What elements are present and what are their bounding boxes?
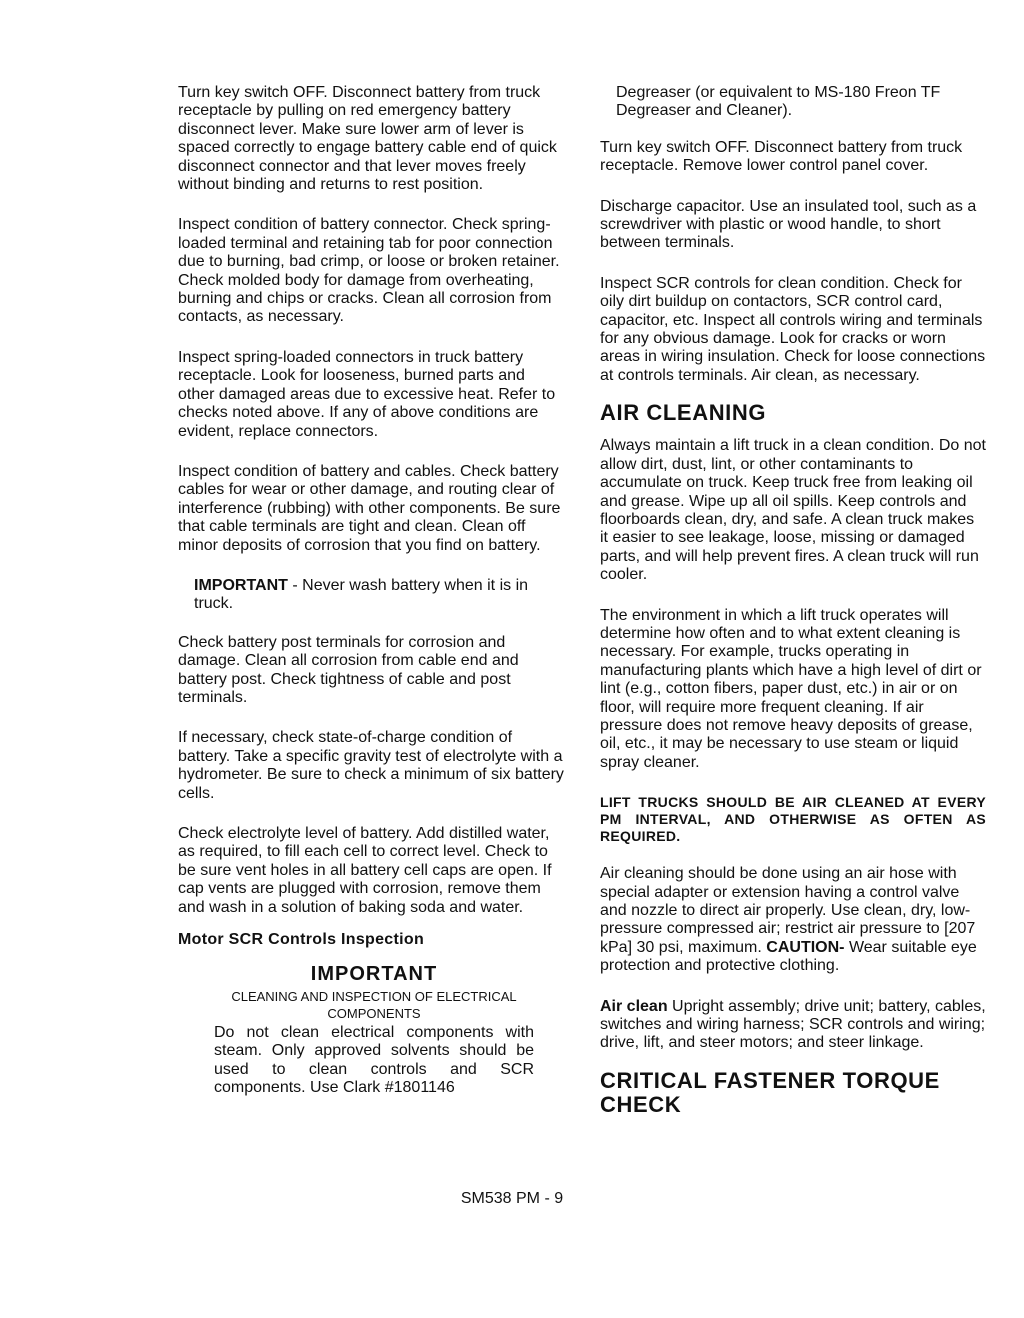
air-clean-text: Upright assembly; drive unit; battery, cables, switches and wiring harness; SCR controls and wiring; drive, lift, and steer motors; and steer linkage. [600, 997, 986, 1052]
important-text: - Never wash battery when it is in truck. [194, 576, 529, 613]
paragraph [600, 998, 986, 1053]
important-note [178, 577, 564, 614]
paragraph: Inspect condition of battery connector. Check spring-loaded terminal and retaining tab for poor connection due to burning, bad crimp, or loose or broken retainer. Check molded body for damage from overheating, burning and chips or cracks. Clean all corrosion from contacts, as necessary. [178, 216, 560, 326]
paragraph: Always maintain a lift truck in a clean condition. Do not allow dirt, dust, lint, or other contaminants to accumulate on truck. Keep truck free from leaking oil and grease. Wipe up all oil spills. Keep controls and floorboards clean, dry, and safe. A clean truck makes it easier to see leakage, loose, missing or damaged parts, and will help prevent fires. A clean truck will run cooler. [600, 437, 986, 584]
left-column [178, 84, 564, 1098]
paragraph: Check electrolyte level of battery. Add distilled water, as required, to fill each cell to correct level. Check to be sure vent holes in all battery cell caps are open. If cap vents are plugged with corrosion, remove them and wash in a solution of baking soda and water. [178, 825, 552, 916]
right-column [600, 84, 986, 1129]
paragraph: The environment in which a lift truck operates will determine how often and to what extent cleaning is necessary. For example, trucks operating in manufacturing plants which have a high level of dirt or lint (e.g., cotton fibers, paper dust, etc.) in air or on floor, will require more frequent cleaning. If air pressure does not remove heavy deposits of grease, oil, etc., it may be necessary to use steam or liquid spray cleaner. [600, 606, 982, 771]
air-clean-label: Air clean [600, 997, 668, 1015]
important-box-body: Do not clean electrical components with steam. Only approved solvents should be used to clean controls and SCR components. Use Clark #1801146 [214, 1024, 534, 1097]
air-cleaning-text: Air cleaning should be done using an air hose with special adapter or extension having a control valve and nozzle to direct air properly. Use clean, dry, low-pressure compressed air; restrict air pressure to [207 kPa] 30 psi, maximum. [600, 865, 976, 956]
important-box-subtitle: CLEANING AND INSPECTION OF ELECTRICAL COMPONENTS [231, 989, 517, 1022]
paragraph: Inspect spring-loaded connectors in truck battery receptacle. Look for looseness, burned parts and other damaged areas due to excessive heat. Refer to checks noted above. If any of above conditions are evident, replace connectors. [178, 348, 556, 440]
paragraph: Check battery post terminals for corrosion and damage. Clean all corrosion from cable end and battery post. Check tightness of cable and post terminals. [178, 633, 519, 706]
caution-label: CAUTION- [766, 938, 845, 956]
subheading-motor-scr: Motor SCR Controls Inspection [178, 931, 425, 949]
caution-text: Wear suitable eye protection and protective clothing. [600, 938, 977, 975]
paragraph: Inspect SCR controls for clean condition. Check for oily dirt buildup on contactors, SCR control card, capacitor, etc. Inspect all controls wiring and terminals for any obvious damage. Look for cracks or worn areas in wiring insulation. Check for loose connections at controls terminals. Air clean, as necessary. [600, 274, 986, 384]
section-title-critical-fastener: CRITICAL FASTENER TORQUE CHECK [600, 1067, 940, 1117]
paragraph: Turn key switch OFF. Disconnect battery from truck receptacle. Remove lower control panel cover. [600, 138, 963, 175]
page-footer: SM538 PM - 9 [460, 1190, 564, 1207]
paragraph [600, 865, 986, 975]
paragraph: Degreaser (or equivalent to MS-180 Freon TF Degreaser and Cleaner). [616, 84, 941, 120]
paragraph: Inspect condition of battery and cables. Check battery cables for wear or other damage, and routing clear of interference (rubbing) with other components. Be sure that cable terminals are tight and clean. Clean off minor deposits of corrosion that you find on battery. [178, 462, 561, 554]
important-box-title: IMPORTANT [310, 963, 438, 986]
notice-air-clean-interval: LIFT TRUCKS SHOULD BE AIR CLEANED AT EVERY PM INTERVAL, AND OTHERWISE AS OFTEN AS REQUIRED. [600, 794, 986, 845]
paragraph: Turn key switch OFF. Disconnect battery from truck receptacle by pulling on red emergency battery disconnect lever. Make sure lower arm of lever is spaced correctly to engage battery cable end of quick disconnect connector and that lever moves freely without binding and returns to rest position. [178, 84, 557, 194]
important-label: IMPORTANT [194, 576, 288, 594]
paragraph: If necessary, check state-of-charge condition of battery. Take a specific gravity test of electrolyte with a hydrometer. Be sure to check a minimum of six battery cells. [178, 729, 564, 802]
important-box [214, 963, 534, 1098]
paragraph: Discharge capacitor. Use an insulated tool, such as a screwdriver with plastic or wood handle, to short between terminals. [600, 197, 977, 252]
section-title-air-cleaning: AIR CLEANING [600, 400, 767, 426]
